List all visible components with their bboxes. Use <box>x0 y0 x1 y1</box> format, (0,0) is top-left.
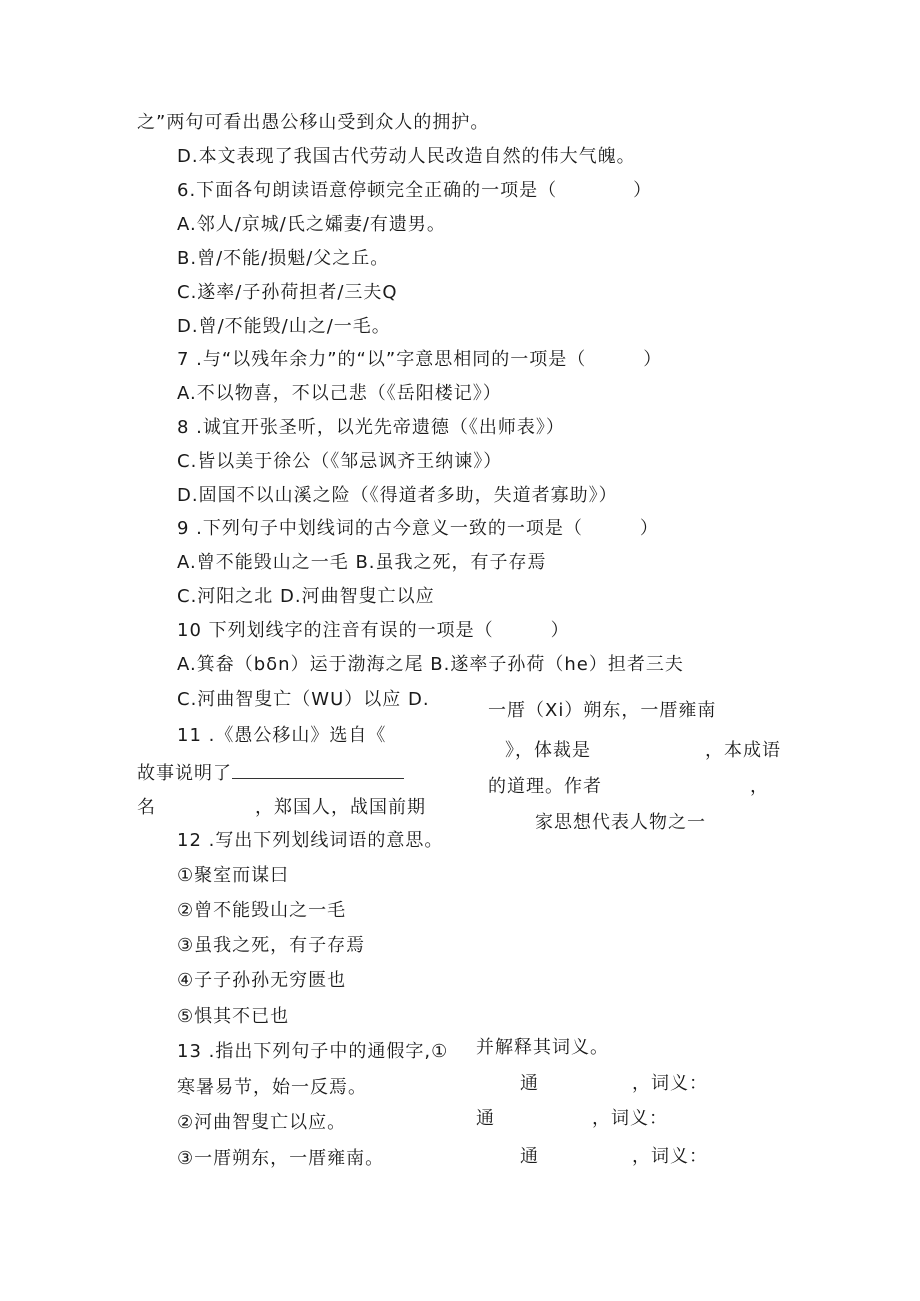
item-1: ①聚室而谋曰 <box>177 865 290 886</box>
question-7: 7 .与“以残年余力”的“以”字意思相同的一项是（ ） <box>177 349 663 370</box>
options-ab: A.箕畚（bδn）运于渤海之尾 B.遂率子孙荷（he）担者三夫 <box>177 654 684 675</box>
meaning-label: ，词义： <box>632 1146 708 1167</box>
item-3: ③虽我之死，有子存焉 <box>177 935 366 956</box>
option-a: A.不以物喜，不以己悲（《岳阳楼记》） <box>177 383 502 404</box>
sentence-2: ②河曲智叟亡以应。 <box>177 1112 347 1133</box>
question-11-line3: 名 <box>137 797 156 818</box>
option-d: D.本文表现了我国古代劳动人民改造自然的伟大气魄。 <box>177 146 636 167</box>
cropped-text: 家思想代表人物之一 <box>535 812 706 833</box>
question-11-part: 》，体裁是 <box>505 740 591 761</box>
option-d: D.固国不以山溪之险（《得道者多助，失道者寡助》） <box>177 485 618 506</box>
question-6: 6.下面各句朗读语意停顿完全正确的一项是（ ） <box>177 180 653 201</box>
question-13-part: 并解释其词义。 <box>476 1037 609 1058</box>
option-d: D.曾/不能毁/山之/一毛。 <box>177 316 391 337</box>
question-11-part: ， <box>750 776 769 797</box>
meaning-label: ，词义： <box>592 1108 668 1129</box>
tong-label: 通 <box>476 1108 495 1129</box>
options-cd: C.河阳之北 D.河曲智叟亡以应 <box>177 586 435 607</box>
item-2: ②曾不能毁山之一毛 <box>177 900 347 921</box>
question-9: 9 .下列句子中划线词的古今意义一致的一项是（ ） <box>177 518 659 539</box>
tong-label: 通 <box>520 1146 539 1167</box>
question-11-part: ，本成语 <box>705 740 781 761</box>
question-12: 12 .写出下列划线词语的意思。 <box>177 830 444 851</box>
tong-label: 通 <box>520 1073 539 1094</box>
question-13: 13 .指出下列句子中的通假字,① <box>177 1041 449 1062</box>
answer-blank[interactable] <box>232 760 404 779</box>
options-ab: A.曾不能毁山之一毛 B.虽我之死，有子存焉 <box>177 552 547 573</box>
question-8: 8 .诚宜开张圣听，以光先帝遗德（《出师表》） <box>177 417 565 438</box>
sentence-1: 寒暑易节，始一反焉。 <box>177 1077 367 1098</box>
option-a: A.邻人/京城/氏之孀妻/有遗男。 <box>177 214 446 235</box>
options-cd: C.河曲智叟亡（WU）以应 D. <box>177 689 430 710</box>
question-11-line2: 故事说明了 <box>137 760 404 786</box>
option-d-text: 一厝（Xi）朔东，一厝雍南 <box>488 700 717 721</box>
option-c: C.皆以美于徐公（《邹忌讽齐王纳谏》） <box>177 451 503 472</box>
item-4: ④子子孙孙无穷匮也 <box>177 970 347 991</box>
question-10: 10 下列划线字的注音有误的一项是（ ） <box>177 620 570 641</box>
text-line: 之”两句可看出愚公移山受到众人的拥护。 <box>137 112 490 133</box>
meaning-label: ，词义： <box>632 1073 708 1094</box>
question-11-part: 的道理。作者 <box>488 776 602 797</box>
option-c: C.遂率/子孙荷担者/三夫Q <box>177 282 398 303</box>
question-11: 11 .《愚公移山》选自《 <box>177 725 387 746</box>
item-5: ⑤惧其不已也 <box>177 1006 290 1027</box>
sentence-3: ③一厝朔东，一厝雍南。 <box>177 1148 385 1169</box>
option-b: B.曾/不能/损魁/父之丘。 <box>177 248 390 269</box>
question-11-part: ，郑国人，战国前期 <box>255 797 426 818</box>
